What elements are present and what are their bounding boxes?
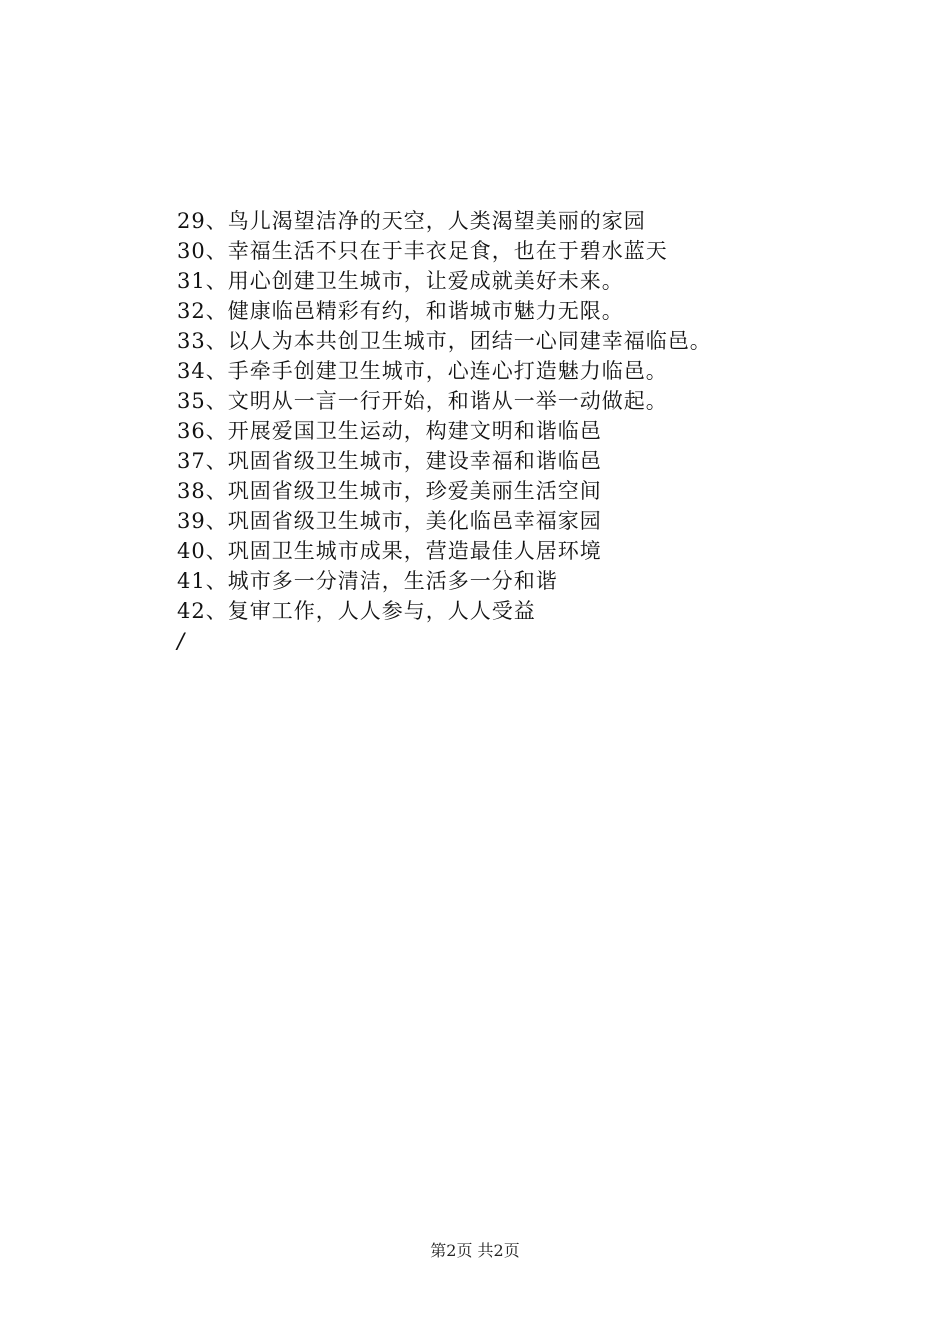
slogan-line: 39、巩固省级卫生城市，美化临邑幸福家园 (177, 509, 602, 533)
slogan-line: 37、巩固省级卫生城市，建设幸福和谐临邑 (177, 449, 602, 473)
slogan-line: 32、健康临邑精彩有约，和谐城市魅力无限。 (177, 299, 624, 323)
slogan-line: 34、手牵手创建卫生城市，心连心打造魅力临邑。 (177, 359, 668, 383)
slogan-line: 41、城市多一分清洁，生活多一分和谐 (177, 569, 558, 593)
slogan-line: 36、开展爱国卫生运动，构建文明和谐临邑 (177, 419, 602, 443)
slogan-line: 38、巩固省级卫生城市，珍爱美丽生活空间 (177, 479, 602, 503)
slogan-line: 35、文明从一言一行开始，和谐从一举一动做起。 (177, 389, 668, 413)
slogan-line: 30、幸福生活不只在于丰衣足食，也在于碧水蓝天 (177, 239, 668, 263)
slogan-line: 33、以人为本共创卫生城市，团结一心同建幸福临邑。 (177, 329, 712, 353)
slogan-line: 40、巩固卫生城市成果，营造最佳人居环境 (177, 539, 602, 563)
slogan-line: 29、鸟儿渴望洁净的天空，人类渴望美丽的家园 (177, 209, 646, 233)
page-number-footer: 第2页 共2页 (430, 1241, 520, 1260)
slogan-line: 42、复审工作，人人参与，人人受益 (177, 599, 536, 623)
slogan-list (177, 206, 877, 656)
slogan-line: 31、用心创建卫生城市，让爱成就美好未来。 (177, 269, 624, 293)
trailing-slash-mark: / (177, 629, 185, 653)
